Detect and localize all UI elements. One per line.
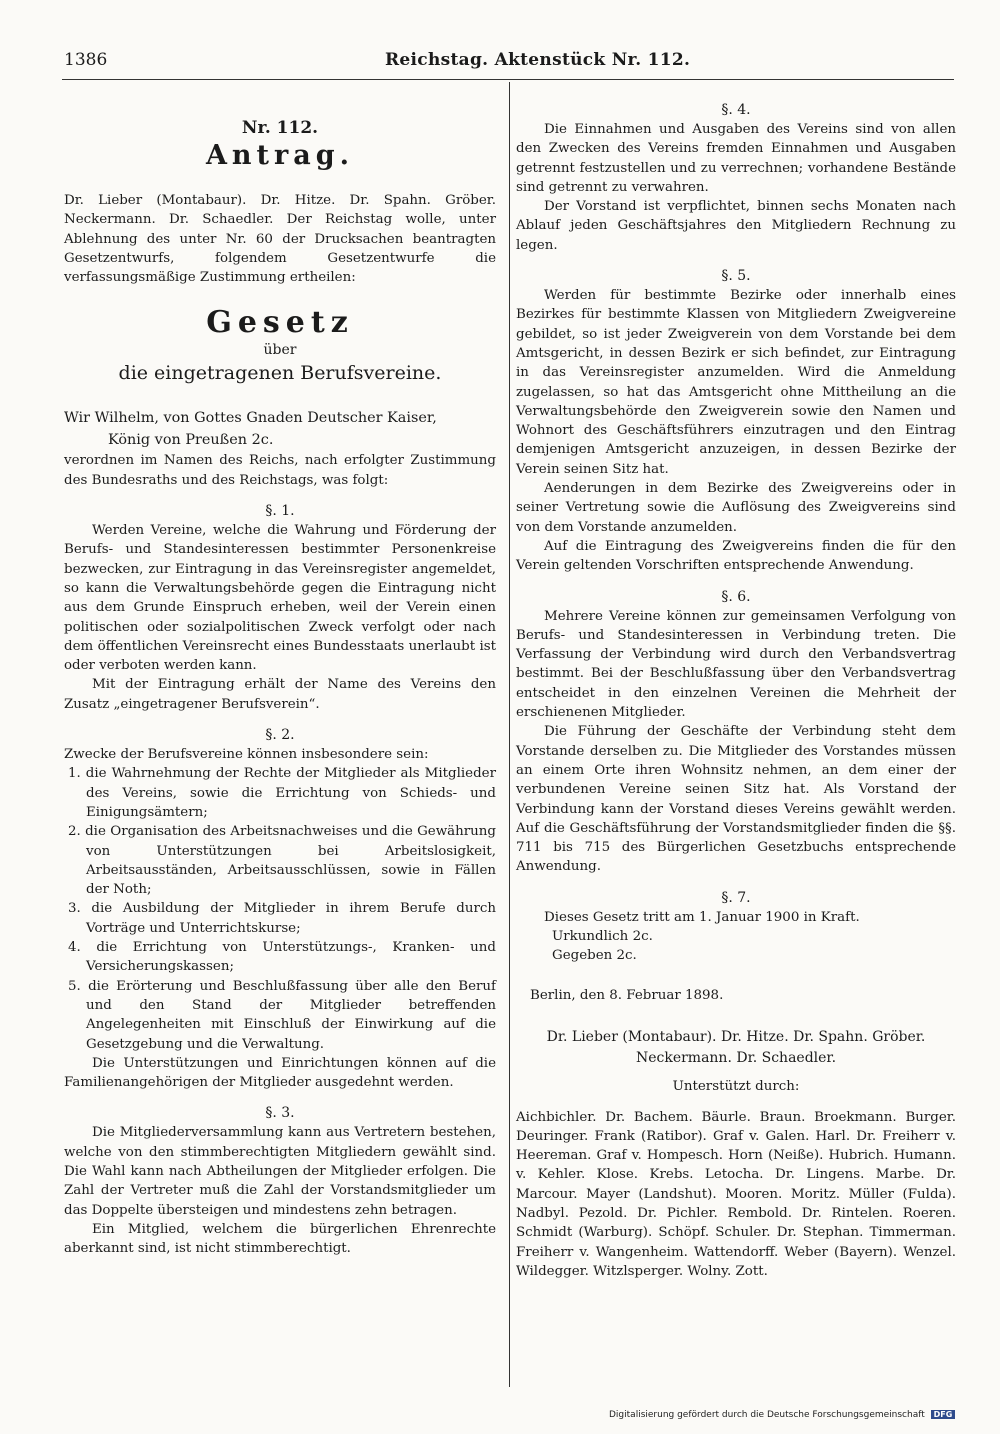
right-column [516, 102, 956, 1281]
list-item: 1. die Wahrnehmung der Rechte der Mitglieder als Mitglieder des Vereins, sowie die Errichtung von Schieds- und Einigungsämtern; [68, 766, 496, 820]
section-6-paragraph-2: Die Führung der Geschäfte der Verbindung steht dem Vorstande derselben zu. Die Mitglieder des Vorstandes müssen an einem Orte ihren Wohnsitz nehmen, an dem einer der verbundenen Vereine seinen Sitz hat. Als Vorstand der Verbindung kann der Vorstand dieses Vereins gewählt werden. Auf die Geschäftsführung der Vorstandsmitglieder finden die §§. 711 bis 715 des Bürgerlichen Gesetzbuchs entsprechende Anwendung. [516, 724, 956, 875]
section-5-paragraph-1: Werden für bestimmte Bezirke oder innerhalb eines Bezirkes für bestimmte Klassen von Mitgliedern Zweigvereine gebildet, so ist jeder Zweigverein von dem Vorstande bei dem Amtsgericht, in dessen Bezirk er sich befindet, zur Eintragung in das Vereinsregister anzumelden. Wird die Anmeldung zugelassen, so hat das Amtsgericht ohne Mittheilung an die Verwaltungsbehörde den Zweigverein sowie den Namen und Wohnort des Geschäftsführers einzutragen und den Eintrag demjenigen Amtsgericht anzuzeigen, in dessen Bezirke der Verein seinen Sitz hat. [516, 288, 956, 477]
list-item: 2. die Organisation des Arbeitsnachweises und die Gewährung von Unterstützungen bei Arbeitslosigkeit, Arbeitsausständen, Arbeitsausschlüssen, sowie in Fällen der Noth; [68, 824, 496, 898]
section-2-intro: Zwecke der Berufsvereine können insbesondere sein: [64, 747, 429, 763]
gegeben: Gegeben 2c. [552, 948, 637, 964]
law-ueber: über [263, 342, 297, 359]
section-3-heading: §. 3. [265, 1105, 295, 1122]
column-divider [509, 82, 510, 1387]
document-number: Nr. 112. [241, 118, 319, 138]
section-2-list [64, 764, 496, 1053]
dfg-logo: DFG [931, 1410, 956, 1419]
header-rule [62, 79, 954, 80]
law-title: Gesetz [206, 305, 354, 341]
motion-intro: Dr. Lieber (Montabaur). Dr. Hitze. Dr. Spahn. Gröber. Neckermann. Dr. Schaedler. Der Reichstag wolle, unter Ablehnung des unter Nr. 60 der Drucksachen beantragten Gesetzentwurfs, folgendem Gesetzentwurfe die verfassungsmäßige Zustimmung ertheilen: [64, 193, 496, 286]
page-number: 1386 [64, 50, 108, 70]
section-6-heading: §. 6. [721, 588, 751, 605]
section-4-paragraph-1: Die Einnahmen und Ausgaben des Vereins sind von allen den Zwecken des Vereins fremden Einnahmen und Ausgaben getrennt festzustellen und zu verrechnen; vorhandene Bestände sind getrennt zu verwahren. [516, 122, 956, 195]
enactment-formula-line2: König von Preußen 2c. [108, 432, 274, 449]
signers: Dr. Lieber (Montabaur). Dr. Hitze. Dr. Spahn. Gröber. Neckermann. Dr. Schaedler. [546, 1028, 926, 1066]
digitization-text: Digitalisierung gefördert durch die Deutsche Forschungsgemeinschaft [609, 1410, 925, 1420]
supported-by-label: Unterstützt durch: [672, 1078, 800, 1094]
list-item: 4. die Errichtung von Unterstützungs-, Kranken- und Versicherungskassen; [68, 940, 496, 975]
section-4-heading: §. 4. [721, 102, 751, 118]
place-date: Berlin, den 8. Februar 1898. [530, 987, 724, 1003]
running-title: Reichstag. Aktenstück Nr. 112. [385, 50, 691, 70]
document-type: Antrag. [205, 140, 355, 171]
list-item: 3. die Ausbildung der Mitglieder in ihrem Berufe durch Vorträge und Unterrichtskurse; [68, 901, 496, 936]
section-2-heading: §. 2. [265, 727, 295, 744]
enactment-clause: verordnen im Namen des Reichs, nach erfolgter Zustimmung des Bundesraths und des Reichstags, was folgt: [64, 453, 496, 488]
section-3-paragraph-2: Ein Mitglied, welchem die bürgerlichen Ehrenrechte aberkannt sind, ist nicht stimmberechtigt. [64, 1221, 496, 1257]
section-6-paragraph-1: Mehrere Vereine können zur gemeinsamen Verfolgung von Berufs- und Standesinteressen in Verbindung treten. Die Verfassung der Verbindung wird durch den Verbandsvertrag bestimmt. Bei der Beschlußfassung über den Verbandsvertrag entscheidet in den einzelnen Vereinen die Mehrheit der erschienenen Mitglieder. [516, 608, 956, 721]
law-subject: die eingetragenen Berufsvereine. [118, 362, 442, 385]
section-5-paragraph-2: Aenderungen in dem Bezirke des Zweigvereins oder in seiner Vertretung sowie die Auflösung des Zweigvereins sind von dem Vorstande anzumelden. [516, 481, 956, 535]
section-3-paragraph-1: Die Mitgliederversammlung kann aus Vertretern bestehen, welche von den stimmberechtigten Mitgliedern gewählt sind. Die Wahl kann nach Abtheilungen der Mitglieder erfolgen. Die Zahl der Vertreter muß die Zahl der Vorstandsmitglieder um das Doppelte übersteigen und mindestens zehn betragen. [64, 1125, 496, 1218]
section-4-paragraph-2: Der Vorstand ist verpflichtet, binnen sechs Monaten nach Ablauf jeden Geschäftsjahres den Mitgliedern Rechnung zu legen. [516, 199, 956, 253]
list-item: 5. die Erörterung und Beschlußfassung über alle den Beruf und den Stand der Mitglieder betreffenden Angelegenheiten mit Einschluß der Einwirkung auf die Gesetzgebung und die Verwaltung. [68, 978, 496, 1052]
section-2-paragraph-2: Die Unterstützungen und Einrichtungen können auf die Familienangehörigen der Mitglieder ausgedehnt werden. [64, 1055, 496, 1091]
supporters-list: Aichbichler. Dr. Bachem. Bäurle. Braun. Broekmann. Burger. Deuringer. Frank (Ratibor). Graf v. Galen. Harl. Dr. Freiherr v. Heereman. Graf v. Hompesch. Horn (Neiße). Hubrich. Humann. v. Kehler. Klose. Krebs. Letocha. Dr. Lingens. Marbe. Dr. Marcour. Mayer (Landshut). Mooren. Moritz. Müller (Fulda). Nadbyl. Pezold. Dr. Pichler. Rembold. Dr. Rintelen. Roeren. Schmidt (Warburg). Schöpf. Schuler. Dr. Stephan. Timmerman. Freiherr v. Wangenheim. Wattendorff. Weber (Bayern). Wenzel. Wildegger. Witzlsperger. Wolny. Zott. [516, 1109, 956, 1279]
digitization-note [609, 1410, 955, 1420]
section-7-paragraph-1: Dieses Gesetz tritt am 1. Januar 1900 in Kraft. [544, 909, 860, 925]
enactment-formula-line1: Wir Wilhelm, von Gottes Gnaden Deutscher Kaiser, [64, 410, 437, 427]
section-1-paragraph-1: Werden Vereine, welche die Wahrung und Förderung der Berufs- und Standesinteressen bestimmter Personenkreise bezwecken, zur Eintragung in das Vereinsregister angemeldet, so kann die Verwaltungsbehörde gegen die Eintragung nicht aus dem Grunde Einspruch erheben, weil der Verein einen politischen oder sozialpolitischen Zweck verfolgt oder nach dem öffentlichen Vereinsrecht eines Bundesstaats unerlaubt ist oder verboten werden kann. [64, 523, 496, 674]
urkundlich: Urkundlich 2c. [552, 928, 653, 944]
section-7-heading: §. 7. [721, 889, 751, 906]
section-1-paragraph-2: Mit der Eintragung erhält der Name des Vereins den Zusatz „eingetragener Berufsverein“. [64, 677, 496, 712]
section-1-heading: §. 1. [265, 503, 295, 520]
section-5-heading: §. 5. [721, 268, 751, 285]
section-5-paragraph-3: Auf die Eintragung des Zweigvereins finden die für den Verein geltenden Vorschriften entsprechende Anwendung. [516, 538, 956, 574]
left-column [64, 100, 496, 1258]
